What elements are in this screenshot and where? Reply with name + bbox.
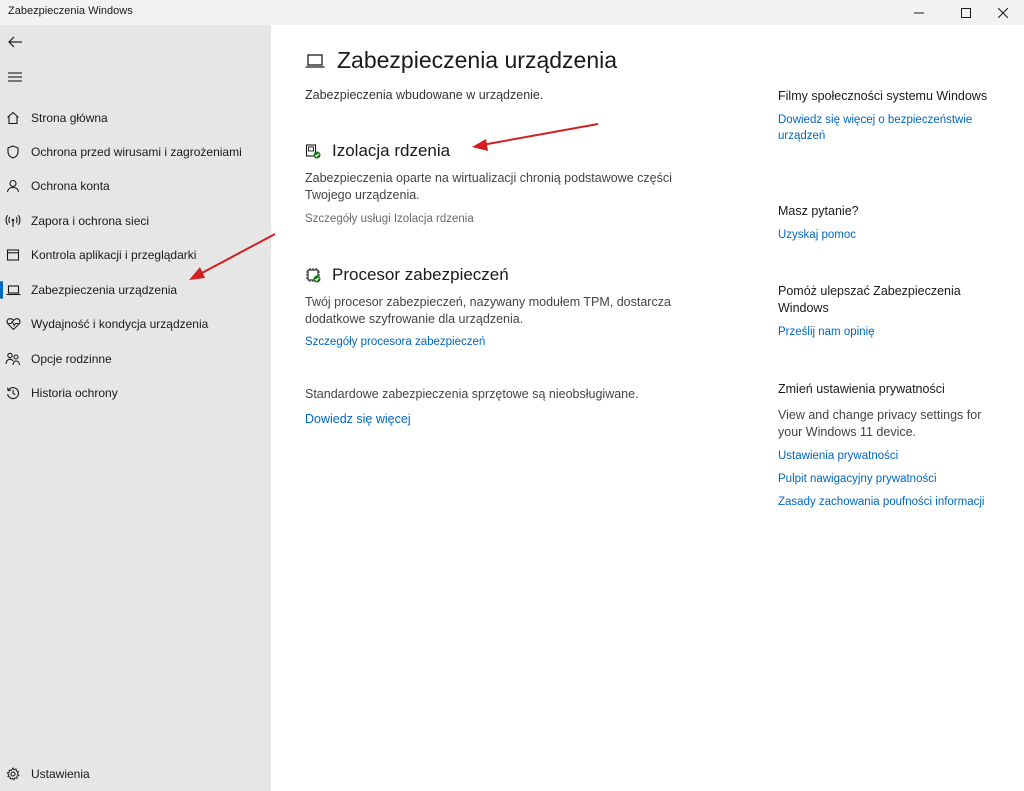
menu-button[interactable] (4, 66, 26, 88)
active-indicator (0, 281, 3, 299)
send-feedback-link[interactable]: Prześlij nam opinię (778, 326, 875, 338)
page-title: Zabezpieczenia urządzenia (337, 47, 618, 73)
antenna-icon (5, 213, 21, 229)
page-header (305, 47, 617, 74)
sidebar-item-virus-protection[interactable] (0, 137, 271, 167)
minimize-icon (914, 8, 924, 18)
get-help-link[interactable]: Uzyskaj pomoc (778, 229, 856, 241)
sidebar-item-device-security[interactable] (0, 275, 271, 305)
privacy-text: View and change privacy settings for your Windows 11 device. (778, 408, 982, 439)
gear-icon (5, 766, 21, 782)
question-panel (778, 203, 993, 243)
back-button[interactable] (4, 31, 26, 53)
sidebar-item-device-performance[interactable] (0, 309, 271, 339)
home-icon (5, 110, 21, 126)
core-isolation-section (305, 141, 715, 225)
privacy-dashboard-link[interactable]: Pulpit nawigacyjny prywatności (778, 473, 937, 485)
sidebar-item-account-protection[interactable] (0, 171, 271, 201)
privacy-panel (778, 381, 993, 510)
security-processor-section (305, 265, 715, 348)
community-videos-title: Filmy społeczności systemu Windows (778, 89, 988, 103)
sidebar-item-home[interactable] (0, 103, 271, 133)
core-isolation-icon (305, 143, 321, 159)
settings-button[interactable] (0, 759, 271, 789)
sidebar-item-label: Ochrona konta (31, 179, 110, 193)
page-subtitle: Zabezpieczenia wbudowane w urządzenie. (305, 88, 544, 102)
heart-pulse-icon (5, 316, 21, 332)
sidebar (0, 25, 271, 791)
settings-label: Ustawienia (31, 767, 90, 781)
sidebar-item-label: Historia ochrony (31, 386, 118, 400)
core-isolation-details-link[interactable]: Szczegóły usługi Izolacja rdzenia (305, 213, 474, 225)
sidebar-item-protection-history[interactable] (0, 378, 271, 408)
privacy-title: Zmień ustawienia prywatności (778, 382, 945, 396)
core-isolation-description: Zabezpieczenia oparte na wirtualizacji chronią podstawowe części Twojego urządzenia. (305, 171, 672, 202)
sidebar-item-label: Kontrola aplikacji i przeglądarki (31, 248, 197, 262)
sidebar-item-label: Ochrona przed wirusami i zagrożeniami (31, 145, 242, 159)
chip-icon (305, 267, 321, 283)
title-bar (0, 0, 1024, 25)
question-title: Masz pytanie? (778, 204, 859, 218)
security-processor-title: Procesor zabezpieczeń (332, 265, 509, 284)
core-isolation-header (305, 141, 715, 161)
shield-icon (5, 144, 21, 160)
security-processor-description: Twój procesor zabezpieczeń, nazywany modułem TPM, dostarcza dodatkowe szyfrowanie dla urządzenia. (305, 295, 671, 326)
main-content (271, 25, 1024, 791)
laptop-icon (305, 51, 325, 71)
sidebar-item-label: Opcje rodzinne (31, 352, 112, 366)
close-icon (998, 8, 1008, 18)
sidebar-item-label: Zapora i ochrona sieci (31, 214, 150, 228)
family-icon (5, 351, 21, 367)
hamburger-icon (8, 71, 22, 83)
standard-security-note: Standardowe zabezpieczenia sprzętowe są nieobsługiwane. (305, 387, 639, 401)
community-videos-link[interactable]: Dowiedz się więcej o bezpieczeństwie urządzeń (778, 114, 973, 142)
security-processor-header (305, 265, 715, 285)
window-title: Zabezpieczenia Windows (8, 5, 133, 17)
sidebar-item-label: Strona główna (31, 111, 108, 125)
person-icon (5, 178, 21, 194)
sidebar-item-label: Wydajność i kondycja urządzenia (31, 317, 209, 331)
close-button[interactable] (980, 0, 1024, 25)
sidebar-item-family-options[interactable] (0, 344, 271, 374)
sidebar-item-app-browser-control[interactable] (0, 240, 271, 270)
learn-more-link[interactable]: Dowiedz się więcej (305, 412, 411, 426)
minimize-button[interactable] (896, 0, 942, 25)
sidebar-item-firewall[interactable] (0, 206, 271, 236)
laptop-icon (5, 282, 21, 298)
maximize-icon (961, 8, 971, 18)
history-icon (5, 385, 21, 401)
back-arrow-icon (7, 34, 23, 50)
privacy-settings-link[interactable]: Ustawienia prywatności (778, 450, 899, 462)
community-videos-panel (778, 88, 993, 144)
privacy-statement-link[interactable]: Zasady zachowania poufności informacji (778, 496, 985, 508)
core-isolation-title: Izolacja rdzenia (332, 141, 451, 160)
improve-title: Pomóż ulepszać Zabezpieczenia Windows (778, 284, 961, 315)
sidebar-item-label: Zabezpieczenia urządzenia (31, 283, 178, 297)
app-window-icon (5, 247, 21, 263)
security-processor-details-link[interactable]: Szczegóły procesora zabezpieczeń (305, 336, 486, 348)
improve-panel (778, 283, 993, 340)
